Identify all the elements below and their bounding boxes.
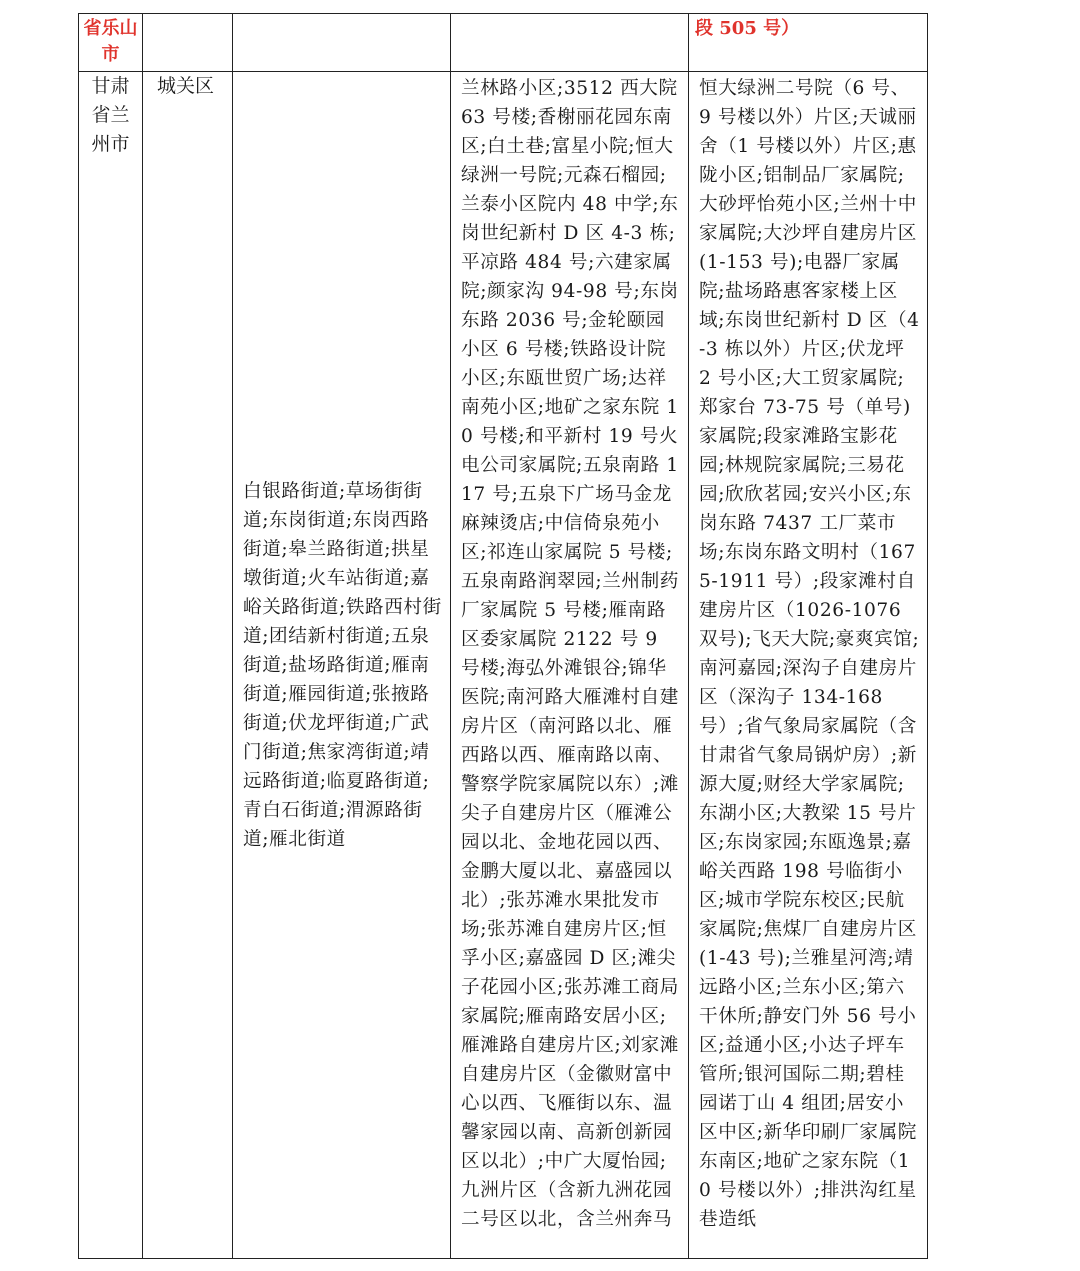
- address-text-continued: 段 505 号）: [695, 18, 800, 39]
- streets-cell-empty: [233, 14, 451, 72]
- district-name: 城关区: [157, 75, 215, 97]
- province-text-continued: 省乐山市: [83, 18, 138, 65]
- medium-risk-areas-list: 恒大绿洲二号院（6 号、9 号楼以外）片区;天诚丽舍（1 号楼以外）片区;惠陇小区;铝制品厂家属院;大砂坪怡苑小区;兰州十中家属院;大沙坪自建房片区(1-153 号);电器厂家属院;盐场路惠客家楼上区域;东岗世纪新村 D 区（4-3 栋以外）片区;伏龙坪 2 号小区;大工贸家属院;郑家台 73-75 号（单号)家属院;段家滩路宝影花园;林规院家属院;三易花园;欣欣茗园;安兴小区;东岗东路 7437 工厂菜市场;东岗东路文明村（1675-1911 号）;段家滩村自建房片区（1026-1076 双号);飞天大院;豪爽宾馆;南河嘉园;深沟子自建房片区（深沟子 134-168 号）;省气象局家属院（含甘肃省气象局锅炉房）;新源大厦;财经大学家属院;东湖小区;大教梁 15 号片区;东岗家园;东瓯逸景;嘉峪关西路 198 号临街小区;城市学院东校区;民航家属院;焦煤厂自建房片区(1-43 号);兰雅星河湾;靖远路小区;兰东小区;第六干休所;静安门外 56 号小区;益通小区;小达子坪车管所;银河国际二期;碧桂园诺丁山 4 组团;居安小区中区;新华印刷厂家属院东南区;地矿之家东院（10 号楼以外）;排洪沟红星巷造纸: [699, 78, 920, 1230]
- province-cell-continued: [79, 14, 143, 72]
- table-row-continuation: [79, 14, 928, 72]
- province-cell: [79, 72, 143, 1259]
- high-risk-areas-list: 兰林路小区;3512 西大院 63 号楼;香榭丽花园东南区;白土巷;富星小院;恒大绿洲一号院;元森石榴园;兰泰小区院内 48 中学;东岗世纪新村 D 区 4-3 栋;平凉路 484 号;六建家属院;颜家沟 94-98 号;东岗东路 2036 号;金轮颐园小区 6 号楼;铁路设计院小区;东瓯世贸广场;达祥南苑小区;地矿之家东院 10 号楼;和平新村 19 号火电公司家属院;五泉南路 117 号;五泉下广场马金龙麻辣烫店;中信倚泉苑小区;祁连山家属院 5 号楼;五泉南路润翠园;兰州制药厂家属院 5 号楼;雁南路区委家属院 2122 号 9 号楼;海弘外滩银谷;锦华医院;南河路大雁滩村自建房片区（南河路以北、雁西路以西、雁南路以南、警察学院家属院以东）;滩尖子自建房片区（雁滩公园以北、金地花园以西、金鹏大厦以北、嘉盛园以北）;张苏滩水果批发市场;张苏滩自建房片区;恒孚小区;嘉盛园 D 区;滩尖子花园小区;张苏滩工商局家属院;雁南路安居小区;雁滩路自建房片区;刘家滩自建房片区（金徽财富中心以西、飞雁街以东、温馨家园以南、高新创新园区以北）;中广大厦怡园;九洲片区（含新九洲花园二号区以北，含兰州奔马: [461, 78, 679, 1230]
- district-cell: [143, 72, 233, 1259]
- risk-area-table: [78, 13, 928, 1259]
- province-name: 甘肃省兰州市: [91, 75, 130, 155]
- streets-list: 白银路街道;草场街街道;东岗街道;东岗西路街道;皋兰路街道;拱星墩街道;火车站街道;嘉峪关路街道;铁路西村街道;团结新村街道;五泉街道;盐场路街道;雁南街道;雁园街道;张掖路街道;伏龙坪街道;广武门街道;焦家湾街道;靖远路街道;临夏路街道;青白石街道;渭源路街道;雁北街道: [243, 480, 442, 850]
- high-risk-cell-empty: [451, 14, 689, 72]
- streets-cell: [233, 72, 451, 1259]
- address-cell-continued: [689, 14, 928, 72]
- medium-risk-areas-cell: [689, 72, 928, 1259]
- district-cell-empty: [143, 14, 233, 72]
- table-row-lanzhou: [79, 72, 928, 1259]
- high-risk-areas-cell: [451, 72, 689, 1259]
